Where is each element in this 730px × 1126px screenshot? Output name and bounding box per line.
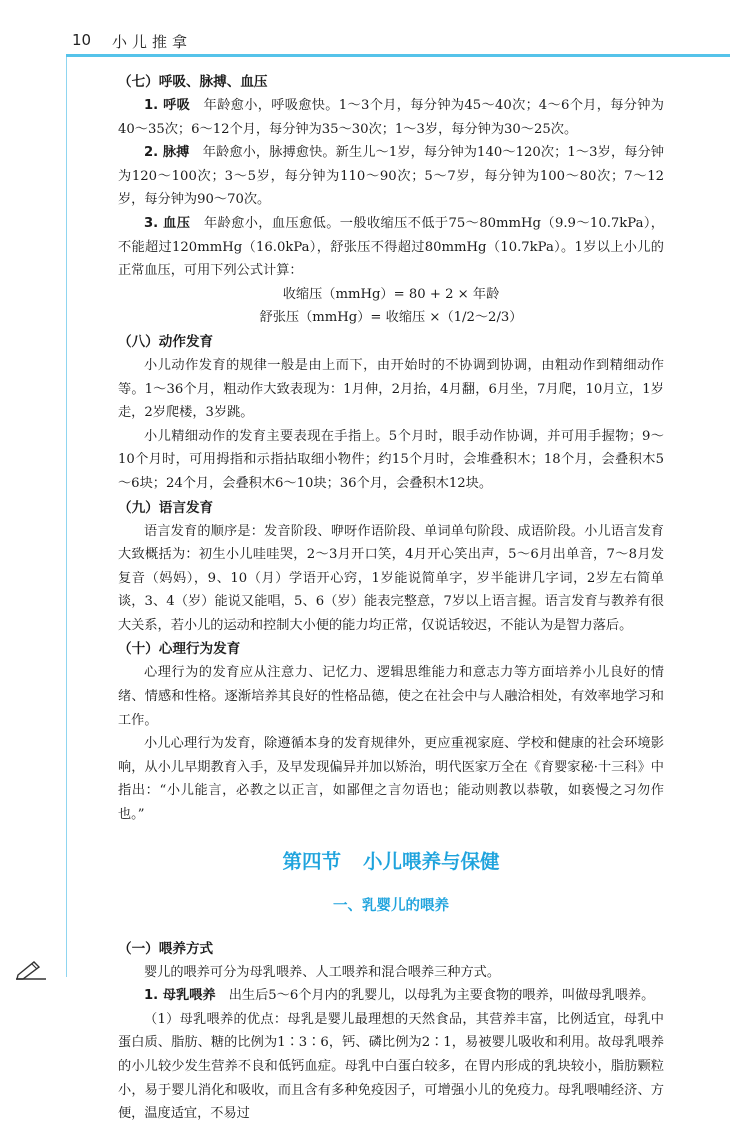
section-number: 第四节 — [282, 849, 341, 873]
term-label: 1. 母乳喂养 — [144, 988, 216, 1004]
subheading: （七）呼吸、脉搏、血压 — [118, 74, 268, 90]
formula: 舒张压（mmHg）= 收缩压 ×（1/2～2/3） — [259, 310, 523, 326]
section-title — [118, 843, 664, 881]
subheading: （八）动作发育 — [118, 333, 214, 350]
paragraph: 小儿动作发育的规律一般是由上而下，由开始时的不协调到协调，由粗动作到精细动作等。1～36个月，粗动作大致表现为：1月伸，2月抬，4月翻，6月坐，7月爬，10月立，1岁走，2岁爬楼，3岁跳。 — [118, 357, 664, 421]
subheading: （十）心理行为发育 — [118, 641, 241, 658]
header-rule — [66, 54, 730, 57]
formula: 收缩压（mmHg）= 80 + 2 × 年龄 — [282, 286, 500, 302]
paragraph: 心理行为的发育应从注意力、记忆力、逻辑思维能力和意志力等方面培养小儿良好的情绪、情感和性格。逐渐培养其良好的性格品德，使之在社会中与人融洽相处，有效率地学习和工作。 — [118, 665, 664, 728]
paragraph: 小儿心理行为发育，除遵循本身的发育规律外，更应重视家庭、学校和健康的社会环境影响，从小儿早期教育入手，及早发现偏异并加以矫治，明代医家万全在《育婴家秘·十三科》中指出：“小儿能言，必教之以正言，如鄙俚之言勿语也；能动则教以恭敬，如亵慢之习勿作也。” — [118, 736, 664, 823]
page-header — [0, 0, 730, 60]
term-paragraph — [118, 141, 664, 212]
page-number: 10 — [72, 31, 92, 49]
term-text: 年龄愈小，血压愈低。一般收缩压不低于75～80mmHg（9.9～10.7kPa），不能超过120mmHg（16.0kPa），舒张压不得超过80mmHg（10.7kPa）。1岁以上小儿的正常血压，可用下列公式计算： — [118, 215, 664, 279]
text-block-lower — [118, 937, 664, 1126]
term-text: 年龄愈小，呼吸愈快。1～3个月，每分钟为45～40次；4～6个月，每分钟为40～35次；6～12个月，每分钟为35～30次；1～3岁，每分钟为30～25次。 — [118, 98, 664, 137]
subsection-title: 一、乳婴儿的喂养 — [333, 897, 449, 914]
term-text: 年龄愈小，脉搏愈快。新生儿～1岁，每分钟为140～120次；1～3岁，每分钟为120～100次；3～5岁，每分钟为110～90次；5～7岁，每分钟为100～80次；7～12岁，每分钟为90～70次。 — [118, 145, 664, 208]
term-label: 3. 血压 — [144, 215, 191, 231]
term-paragraph — [118, 984, 664, 1008]
margin-rule — [66, 57, 67, 977]
subheading: （一）喂养方式 — [118, 940, 214, 957]
paragraph: 婴儿的喂养可分为母乳喂养、人工喂养和混合喂养三种方式。 — [144, 964, 501, 980]
text-block-upper — [118, 70, 664, 827]
book-title: 小儿推拿 — [112, 33, 193, 51]
paragraph: （1）母乳喂养的优点：母乳是婴儿最理想的天然食品，其营养丰富，比例适宜，母乳中蛋白质、脂肪、糖的比例为1∶3∶6，钙、磷比例为2∶1，易被婴儿吸收和利用。故母乳喂养的小儿较少发生营养不良和低钙血症。母乳中白蛋白较多，在胃内形成的乳块较小，脂肪颗粒小，易于婴儿消化和吸收，而且含有多种免疫因子，可增强小儿的免疫力。母乳喂哺经济、方便，温度适宜，不易过 — [118, 1011, 664, 1122]
term-paragraph — [118, 212, 664, 283]
pencil-icon — [14, 958, 48, 980]
term-label: 2. 脉搏 — [144, 145, 190, 161]
paragraph: 小儿精细动作的发育主要表现在手指上。5个月时，眼手动作协调，并可用手握物；9～10个月时，可用拇指和示指拈取细小物件；约15个月时，会堆叠积木；18个月，会叠积木5～6块；24个月，会叠积木6～10块；36个月，会叠积木12块。 — [118, 428, 664, 491]
term-text: 出生后5～6个月内的乳婴儿，以母乳为主要食物的喂养，叫做母乳喂养。 — [215, 988, 655, 1004]
paragraph: 语言发育的顺序是：发音阶段、咿呀作语阶段、单词单句阶段、成语阶段。小儿语言发育大致概括为：初生小儿哇哇哭，2～3月开口笑，4月开心笑出声，5～6月出单音，7～8月发复音（妈妈），9、10（月）学语开心窍，1岁能说简单字，岁半能讲几字词，2岁左右简单谈，3、4（岁）能说又能唱，5、6（岁）能表完整意，7岁以上语言握。语言发育与教养有很大关系，若小儿的运动和控制大小便的能力均正常，仅说话较迟，不能认为是智力落后。 — [118, 523, 664, 633]
term-label: 1. 呼吸 — [144, 98, 191, 113]
page-content — [118, 70, 664, 1126]
term-paragraph — [118, 94, 664, 141]
subheading: （九）语言发育 — [118, 499, 214, 516]
section-name: 小儿喂养与保健 — [363, 849, 500, 873]
